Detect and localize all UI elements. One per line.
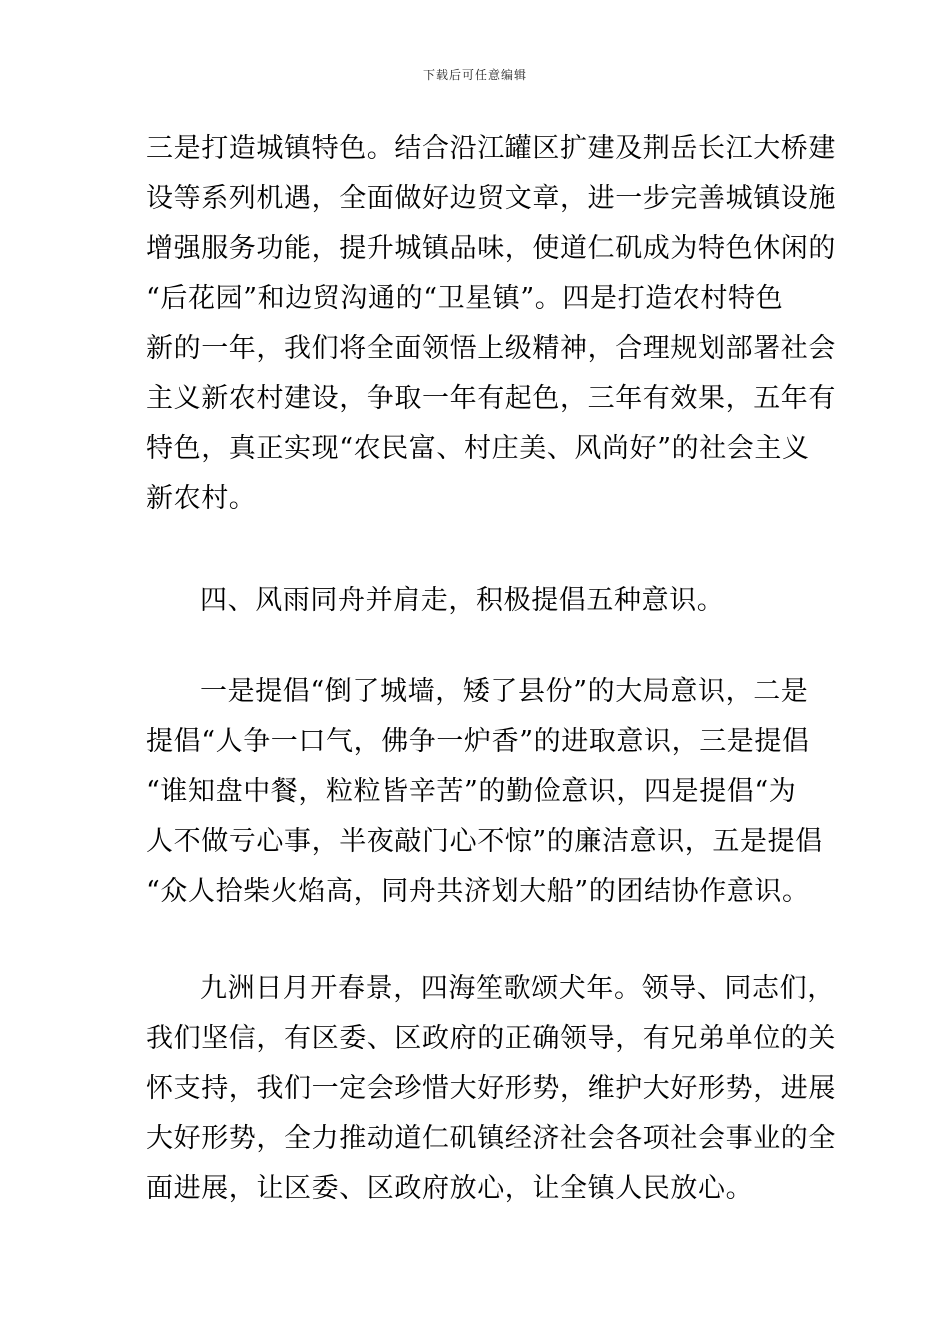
text-line: “后花园”和边贸沟通的“卫星镇”。四是打造农村特色 <box>146 283 784 314</box>
paragraph-closing <box>146 964 836 1214</box>
text-line: 提倡“人争一口气，佛争一炉香”的进取意识，三是提倡 <box>146 726 810 757</box>
text-line: 人不做亏心事，半夜敲门心不惊”的廉洁意识，五是提倡 <box>146 826 823 857</box>
document-body <box>146 124 836 1214</box>
paragraph-town-features <box>146 124 836 524</box>
text-line: 新农村。 <box>146 483 257 514</box>
text-line: 怀支持，我们一定会珍惜大好形势，维护大好形势，进展 <box>146 1073 836 1104</box>
text-line: 设等系列机遇，全面做好边贸文章，进一步完善城镇设施 <box>146 183 836 214</box>
text-line: “谁知盘中餐，粒粒皆辛苦”的勤俭意识，四是提倡“为 <box>146 776 797 807</box>
text-line: 面进展，让区委、区政府放心，让全镇人民放心。 <box>146 1173 754 1204</box>
text-line: 三是打造城镇特色。结合沿江罐区扩建及荆岳长江大桥建 <box>146 133 836 164</box>
text-line: 我们坚信，有区委、区政府的正确领导，有兄弟单位的关 <box>146 1023 836 1054</box>
section-heading <box>146 576 811 626</box>
text-line: 增强服务功能，提升城镇品味，使道仁矶成为特色休闲的 <box>146 233 836 264</box>
text-line: 一是提倡“倒了城墙，矮了县份”的大局意识，二是 <box>200 676 809 707</box>
paragraph-five-awareness <box>146 667 823 917</box>
text-line: 九洲日月开春景，四海笙歌颂犬年。领导、同志们， <box>200 973 835 1004</box>
text-line: 主义新农村建设，争取一年有起色，三年有效果，五年有 <box>146 383 836 414</box>
text-line: 新的一年，我们将全面领悟上级精神，合理规划部署社会 <box>146 333 836 364</box>
text-line: “众人拾柴火焰高，同舟共济划大船”的团结协作意识。 <box>146 876 810 907</box>
heading-line: 四、风雨同舟并肩走，积极提倡五种意识。 <box>200 585 725 616</box>
text-line: 特色，真正实现“农民富、村庄美、风尚好”的社会主义 <box>146 433 810 464</box>
text-line: 大好形势，全力推动道仁矶镇经济社会各项社会事业的全 <box>146 1123 836 1154</box>
header-note: 下载后可任意编辑 <box>422 68 527 82</box>
